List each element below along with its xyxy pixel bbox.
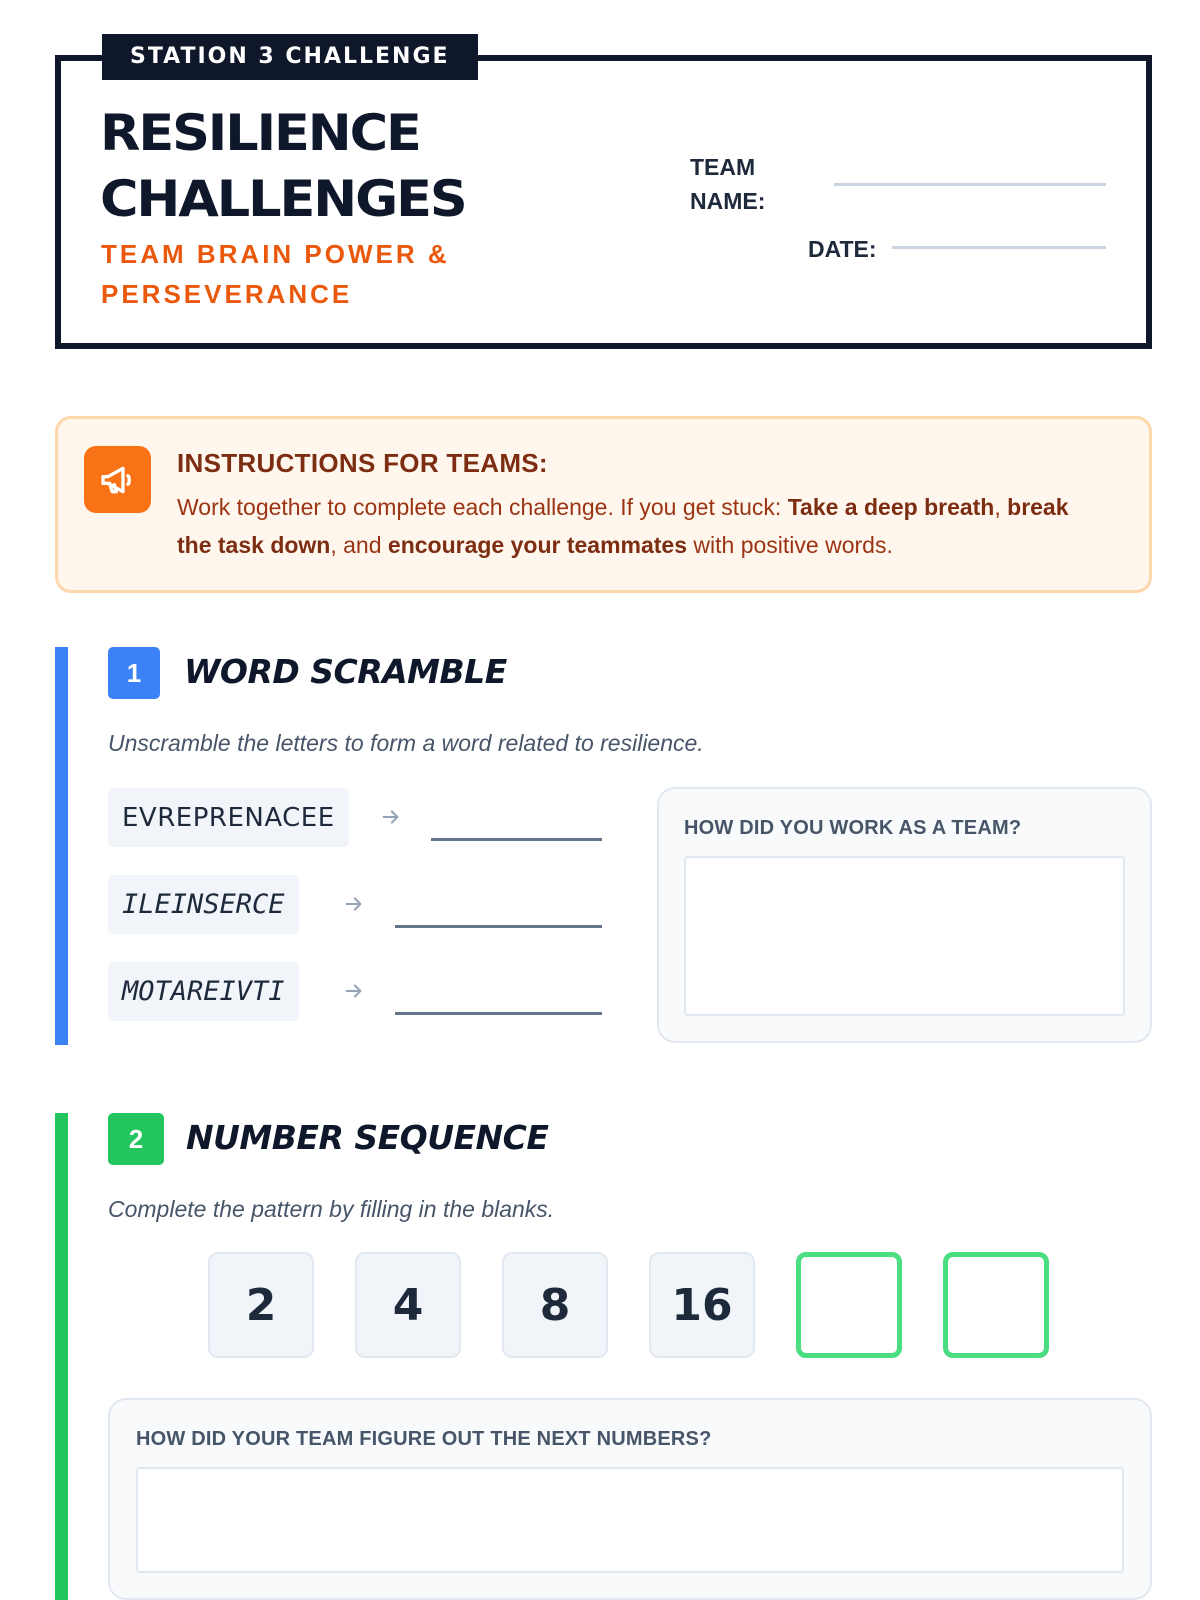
instructions-text-part: , and <box>330 532 388 558</box>
scramble-word-3: MOTAREIVTI <box>108 962 299 1021</box>
megaphone-icon <box>84 446 151 513</box>
title-line-2: CHALLENGES <box>100 170 466 228</box>
title-line-1: RESILIENCE <box>100 104 420 162</box>
section-1-number-badge: 1 <box>108 647 160 699</box>
section-1-description: Unscramble the letters to form a word related to resilience. <box>108 730 704 756</box>
answer-field-3[interactable] <box>395 1012 602 1015</box>
team-name-field[interactable] <box>834 183 1106 186</box>
sequence-cell-1: 2 <box>208 1252 314 1358</box>
date-label: DATE: <box>808 236 877 262</box>
scramble-word-1: EVREPRENACEE <box>108 788 349 847</box>
answer-field-1[interactable] <box>431 838 602 841</box>
page-title <box>100 100 594 232</box>
arrow-right-icon <box>380 806 402 828</box>
instructions-emphasis: Take a deep breath <box>787 494 995 520</box>
instructions-title: INSTRUCTIONS FOR TEAMS: <box>177 448 548 478</box>
instructions-emphasis: break the task down <box>177 494 1069 558</box>
section-2-accent-bar <box>55 1113 68 1600</box>
pattern-note-field[interactable] <box>136 1467 1124 1573</box>
teamwork-note-label: HOW DID YOU WORK AS A TEAM? <box>684 817 1022 839</box>
team-name-label: TEAM NAME: <box>690 154 766 214</box>
section-2-number-badge: 2 <box>108 1113 164 1165</box>
instructions-text-part: , <box>994 494 1008 520</box>
station-tag: STATION 3 CHALLENGE <box>102 34 478 80</box>
date-field[interactable] <box>892 246 1106 249</box>
sequence-blank-2[interactable] <box>943 1252 1049 1358</box>
sequence-blank-1[interactable] <box>796 1252 902 1358</box>
section-2-description: Complete the pattern by filling in the blanks. <box>108 1196 555 1222</box>
instructions-text-part: Work together to complete each challenge. If you get stuck: <box>177 494 788 520</box>
answer-field-2[interactable] <box>395 925 602 928</box>
instructions-text-part: with positive words. <box>687 532 893 558</box>
page-subtitle: TEAM BRAIN POWER & PERSEVERANCE <box>101 239 450 309</box>
section-1-accent-bar <box>55 647 68 1045</box>
section-1-title: WORD SCRAMBLE <box>184 652 507 691</box>
instructions-emphasis: encourage your teammates <box>387 532 688 558</box>
teamwork-note-field[interactable] <box>684 856 1125 1016</box>
sequence-cell-4: 16 <box>649 1252 755 1358</box>
pattern-note-label: HOW DID YOUR TEAM FIGURE OUT THE NEXT NUMBERS? <box>136 1428 712 1450</box>
scramble-word-2: ILEINSERCE <box>108 875 299 934</box>
section-2-title: NUMBER SEQUENCE <box>186 1118 549 1157</box>
sequence-cell-3: 8 <box>502 1252 608 1358</box>
arrow-right-icon <box>343 893 365 915</box>
arrow-right-icon <box>343 980 365 1002</box>
instructions-text <box>177 488 1107 564</box>
sequence-cell-2: 4 <box>355 1252 461 1358</box>
